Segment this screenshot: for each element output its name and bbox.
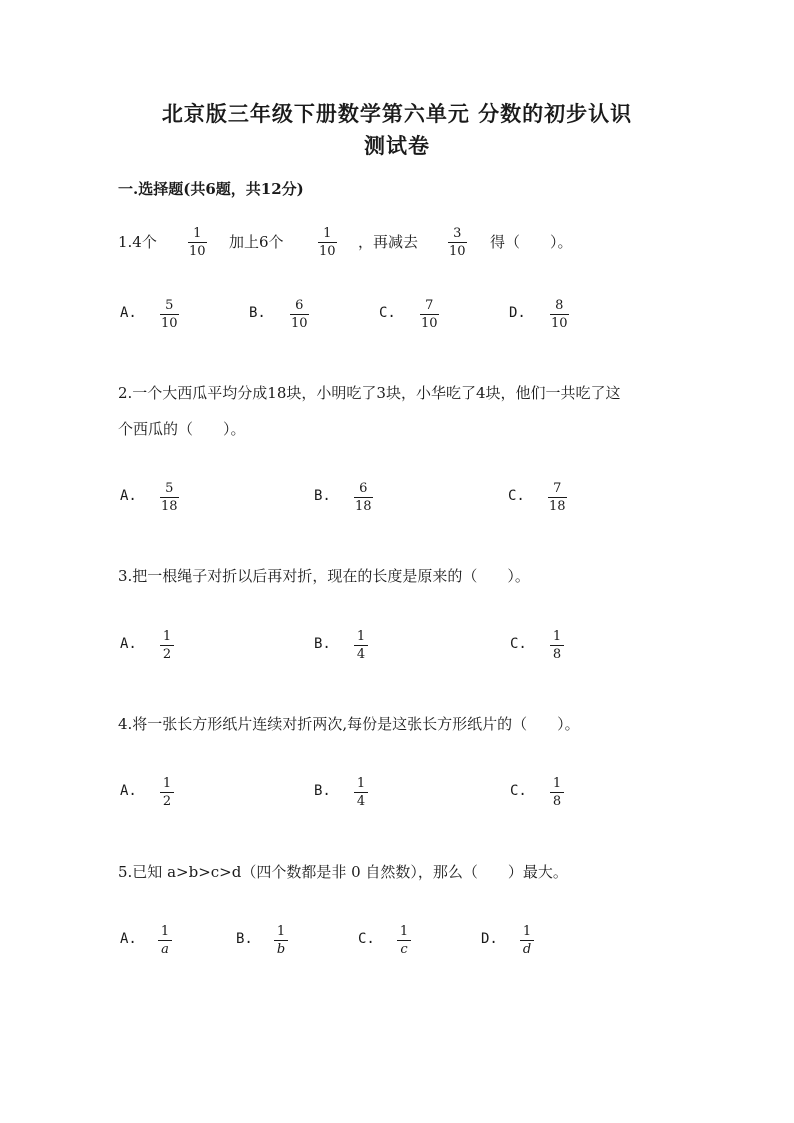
q3-option-a-label: A. <box>120 636 137 652</box>
q3-option-a-fraction: 1 2 <box>160 629 174 662</box>
q1-fraction-1: 1 10 <box>189 226 206 259</box>
q3-option-b-fraction: 1 4 <box>354 629 368 662</box>
q5-option-a-label: A. <box>120 931 137 947</box>
q4-option-c-fraction: 1 8 <box>550 776 564 809</box>
q2-option-a-label: A. <box>120 488 137 504</box>
q3-text: 3.把一根绳子对折以后再对折，现在的长度是原来的（ ）。 <box>118 567 530 585</box>
q4-option-a-label: A. <box>120 783 137 799</box>
q5-option-b-fraction: 1 b <box>274 924 288 957</box>
q1-text-part4: 得（ ）。 <box>490 233 573 251</box>
q1-text-part3: ，再减去 <box>358 233 419 251</box>
q4-option-c-label: C. <box>510 783 527 799</box>
q1-option-c-fraction: 7 10 <box>421 298 438 331</box>
q5-option-c-label: C. <box>358 931 375 947</box>
q5-option-b-label: B. <box>236 931 253 947</box>
q2-text-line1: 2.一个大西瓜平均分成18块，小明吃了3块，小华吃了4块，他们一共吃了这 <box>118 384 621 402</box>
q4-text: 4.将一张长方形纸片连续对折两次,每份是这张长方形纸片的（ ）。 <box>118 715 580 733</box>
q4-option-a-fraction: 1 2 <box>160 776 174 809</box>
section-heading: 一.选择题(共6题，共12分) <box>118 180 304 198</box>
q3-option-c-fraction: 1 8 <box>550 629 564 662</box>
q2-option-a-fraction: 5 18 <box>161 481 178 514</box>
q5-option-d-fraction: 1 d <box>520 924 534 957</box>
q2-option-c-label: C. <box>508 488 525 504</box>
q1-fraction-3: 3 10 <box>449 226 466 259</box>
q5-text: 5.已知 a>b>c>d（四个数都是非 0 自然数），那么（ ）最大。 <box>118 863 568 881</box>
q5-option-d-label: D. <box>481 931 498 947</box>
q2-option-c-fraction: 7 18 <box>549 481 566 514</box>
q2-text-line2: 个西瓜的（ ）。 <box>118 420 246 438</box>
q4-option-b-label: B. <box>314 783 331 799</box>
document-title: 北京版三年级下册数学第六单元 分数的初步认识 <box>161 101 633 126</box>
q2-option-b-fraction: 6 18 <box>355 481 372 514</box>
q4-option-b-fraction: 1 4 <box>354 776 368 809</box>
q3-option-b-label: B. <box>314 636 331 652</box>
q1-option-d-label: D. <box>509 305 526 321</box>
q5-option-a-fraction: 1 a <box>158 924 172 957</box>
q3-option-c-label: C. <box>510 636 527 652</box>
q1-fraction-2: 1 10 <box>319 226 336 259</box>
document-subtitle: 测试卷 <box>364 133 430 158</box>
q1-option-a-label: A. <box>120 305 137 321</box>
q2-option-b-label: B. <box>314 488 331 504</box>
q1-option-c-label: C. <box>379 305 396 321</box>
q1-option-b-fraction: 6 10 <box>291 298 308 331</box>
q1-option-d-fraction: 8 10 <box>551 298 568 331</box>
q1-text-part2: 加上6个 <box>229 233 284 251</box>
q1-text-part1: 1.4个 <box>118 233 157 251</box>
q5-option-c-fraction: 1 c <box>397 924 411 957</box>
q1-option-a-fraction: 5 10 <box>161 298 178 331</box>
q1-option-b-label: B. <box>249 305 266 321</box>
